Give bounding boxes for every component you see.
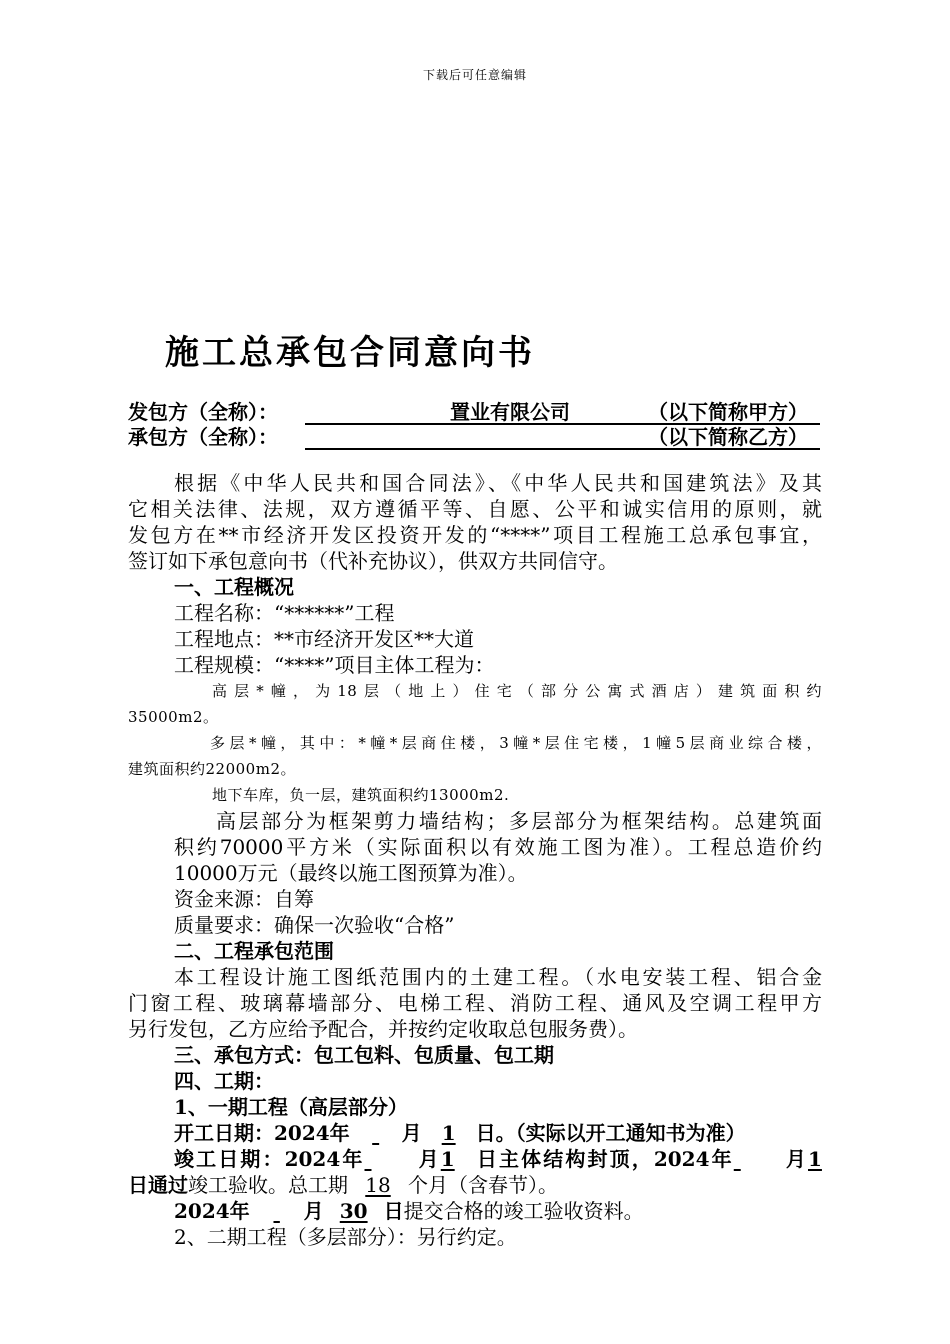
- day-label: 日: [383, 1199, 404, 1223]
- completion-date-label: 竣工日期：2024年: [174, 1147, 365, 1171]
- section-3-heading: 三、承包方式：包工包料、包质量、包工期: [174, 1043, 554, 1067]
- project-scale: 工程规模：“****”项目主体工程为：: [174, 653, 495, 677]
- structure-desc: 积约70000平方米（实际面积以有效施工图为准）。工程总造价约: [174, 835, 822, 859]
- docs-year: 2024年: [174, 1199, 250, 1223]
- documents-line: [128, 1198, 822, 1224]
- party-b-line: [128, 424, 808, 450]
- party-a-abbr: （以下简称甲方）: [648, 400, 808, 424]
- month-label: 月: [783, 1147, 809, 1171]
- scope-line: 另行发包，乙方应给予配合，并按约定收取总包服务费）。: [128, 1017, 638, 1041]
- scope-line: 本工程设计施工图纸范围内的土建工程。（水电安装工程、铝合金: [174, 965, 822, 989]
- pass-text: 日通过: [128, 1173, 188, 1197]
- header-note: 下载后可任意编辑: [422, 68, 527, 82]
- party-b-abbr: （以下简称乙方）: [648, 425, 808, 449]
- month-label: 月: [401, 1121, 422, 1145]
- fund-source: 资金来源：自筹: [174, 887, 314, 911]
- intro-line: 签订如下承包意向书（代补充协议），供双方共同信守。: [128, 549, 618, 573]
- end-month-blank: [365, 1146, 417, 1172]
- structure-desc: 高层部分为框架剪力墙结构；多层部分为框架结构。总建筑面: [216, 809, 822, 833]
- acceptance-text: 竣工验收。总工期: [188, 1173, 348, 1197]
- party-b-label: 承包方（全称）：: [128, 425, 278, 449]
- phase-2-line: 2、二期工程（多层部分）：另行约定。: [174, 1225, 517, 1249]
- completion-date-line-2: [128, 1172, 822, 1198]
- party-a-label: 发包方（全称）：: [128, 400, 278, 424]
- docs-text: 提交合格的竣工验收资料。: [403, 1199, 644, 1223]
- end-month2-blank: [734, 1146, 784, 1172]
- high-rise-desc: 高层*幢，为18层（地上）住宅（部分公寓式酒店）建筑面积约: [212, 682, 822, 700]
- quality-requirement: 质量要求：确保一次验收“合格”: [174, 913, 455, 937]
- start-day: 1: [441, 1121, 456, 1145]
- topping-out-text: 日主体结构封顶，2024年: [474, 1147, 734, 1171]
- scope-line: 门窗工程、玻璃幕墙部分、电梯工程、消防工程、通风及空调工程甲方: [128, 991, 822, 1015]
- end-day: 1: [440, 1147, 455, 1171]
- project-name: 工程名称：“******”工程: [174, 601, 395, 625]
- phase-1-heading: 1、一期工程（高层部分）: [174, 1095, 408, 1119]
- month-label: 月: [416, 1147, 441, 1171]
- party-a-line: [128, 399, 808, 425]
- completion-date-line: [128, 1146, 822, 1172]
- project-site: 工程地点：**市经济开发区**大道: [174, 627, 474, 651]
- end-day-2: 1: [808, 1147, 822, 1171]
- month-label: 月: [303, 1199, 324, 1223]
- start-date-note: 日。（实际以开工通知书为准）: [475, 1121, 746, 1145]
- document-title: 施工总承包合同意向书: [165, 333, 535, 373]
- multi-storey-desc: 多层*幢，其中：*幢*层商住楼，3幢*层住宅楼，1幢5层商业综合楼，: [210, 734, 822, 752]
- party-a-name: 置业有限公司: [450, 400, 570, 424]
- start-month-blank: [350, 1120, 402, 1146]
- months-note: 个月（含春节）。: [408, 1173, 558, 1197]
- multi-storey-desc: 建筑面积约22000m2。: [128, 760, 296, 778]
- docs-month-blank: [250, 1198, 304, 1224]
- total-months: 18: [365, 1173, 391, 1197]
- intro-line: 根据《中华人民共和国合同法》、《中华人民共和国建筑法》及其: [174, 471, 822, 495]
- intro-line: 发包方在**市经济开发区投资开发的“****”项目工程施工总承包事宜，: [128, 523, 822, 547]
- start-date-label: 开工日期：2024年: [174, 1121, 350, 1145]
- section-1-heading: 一、工程概况: [174, 575, 294, 599]
- start-date-line: [128, 1120, 822, 1146]
- docs-day: 30: [339, 1199, 368, 1223]
- contract-body: [128, 470, 822, 1250]
- intro-line: 它相关法律、法规，双方遵循平等、自愿、公平和诚实信用的原则，就: [128, 497, 822, 521]
- high-rise-desc: 35000m2。: [128, 708, 219, 726]
- garage-desc: 地下车库，负一层，建筑面积约13000m2.: [212, 786, 510, 804]
- structure-desc: 10000万元（最终以施工图预算为准）。: [174, 861, 528, 885]
- section-4-heading: 四、工期：: [174, 1069, 274, 1093]
- section-2-heading: 二、工程承包范围: [174, 939, 334, 963]
